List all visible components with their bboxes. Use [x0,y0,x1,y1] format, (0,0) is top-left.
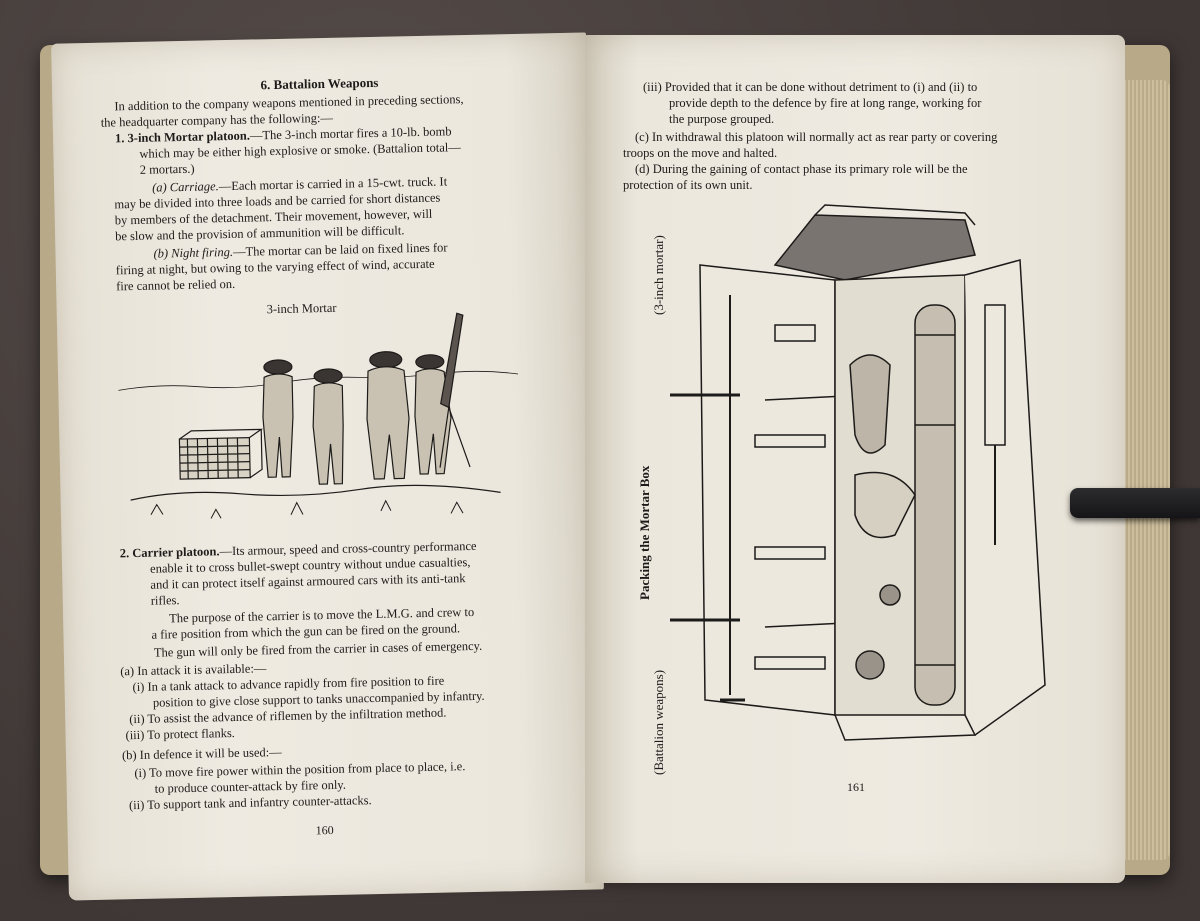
attack-item-4: (iii) To protect flanks. [125,726,236,743]
right-line-4: (c) In withdrawal this platoon will normally act as rear party or covering [635,130,998,144]
right-line-1: (iii) Provided that it can be done without detriment to (i) and (ii) to [643,80,978,94]
defence-item-1: (i) To move fire power within the position from place to place, i.e. [134,759,466,781]
attack-line: (a) In attack it is available:— [120,661,267,679]
carrier-line-1: —Its armour, speed and cross-country performance [219,538,477,559]
right-line-5: troops on the move and halted. [623,146,778,160]
attack-item-1: (i) In a tank attack to advance rapidly from fire position to fire [132,673,445,695]
intro-line-1: In addition to the company weapons mentioned in preceding sections, [114,92,464,114]
carrier-heading: 2. Carrier platoon. [119,544,220,561]
purpose-line-2: a fire position from which the gun can be fired on the ground. [151,621,461,642]
figure-caption: 3-inch Mortar [266,300,337,317]
intro-line-2: the headquarter company has the following:— [100,110,334,130]
right-line-6: (d) During the gaining of contact phase its primary role will be the [635,162,968,176]
carriage-line-1: —Each mortar is carried in a 15-cwt. truck. It [218,174,448,194]
right-page-number: 161 [847,780,865,794]
carrier-line-2: enable it to cross bullet-swept country without undue casualties, [149,555,471,576]
defence-item-3: (ii) To support tank and infantry counter-attacks. [128,793,372,813]
attack-item-2: position to give close support to tanks unaccompanied by infantry. [152,688,485,710]
mortar-crew-illustration [117,302,522,530]
defence-item-2: to produce counter-attack by fire only. [154,777,347,796]
night-label: (b) Night firing. [153,244,234,261]
left-page-number: 160 [315,822,334,838]
right-page [585,35,1125,883]
left-page [51,32,604,900]
carriage-line-3: by members of the detachment. Their movement, however, will [114,206,433,228]
carrier-line-4: rifles. [150,593,180,608]
right-line-3: the purpose grouped. [669,112,775,126]
carriage-line-2: may be divided into three loads and be carried for short distances [114,190,441,212]
night-line-3: fire cannot be relied on. [116,276,236,294]
carriage-label: (a) Carriage. [151,179,219,195]
mortar-line-1: —The 3-inch mortar fires a 10-lb. bomb [249,124,452,143]
right-line-2: provide depth to the defence by fire at long range, working for [669,96,982,110]
attack-item-3: (ii) To assist the advance of riflemen by the infiltration method. [129,705,447,727]
night-line-2: firing at night, but owing to the varying effect of wind, accurate [115,256,435,278]
ammunition-stack-icon [179,429,262,479]
night-line-1: —The mortar can be laid on fixed lines for [232,240,448,259]
mortar-line-3: 2 mortars.) [139,161,195,177]
purpose-line-1: The purpose of the carrier is to move the L.M.G. and crew to [168,604,475,626]
emergency-line: The gun will only be fired from the carrier in cases of emergency. [153,638,483,660]
right-line-7: protection of its own unit. [623,178,753,192]
mortar-box-illustration [665,195,1065,775]
page-clip [1070,488,1200,518]
figure-sub-top: (3-inch mortar) [651,235,666,315]
soldier-figures-icon [262,350,453,485]
mortar-heading: 1. 3-inch Mortar platoon. [114,128,251,146]
carriage-line-4: be slow and the provision of ammunition will be difficult. [114,223,405,244]
carrier-line-3: and it can protect itself against armoured cars with its anti-tank [150,571,466,592]
mortar-line-2: which may be either high explosive or smoke. (Battalion total— [139,140,461,161]
figure-title: Packing the Mortar Box [637,465,652,600]
section-title: 6. Battalion Weapons [260,74,379,93]
defence-line: (b) In defence it will be used:— [121,745,282,763]
figure-sub-bottom: (Battalion weapons) [651,669,666,775]
